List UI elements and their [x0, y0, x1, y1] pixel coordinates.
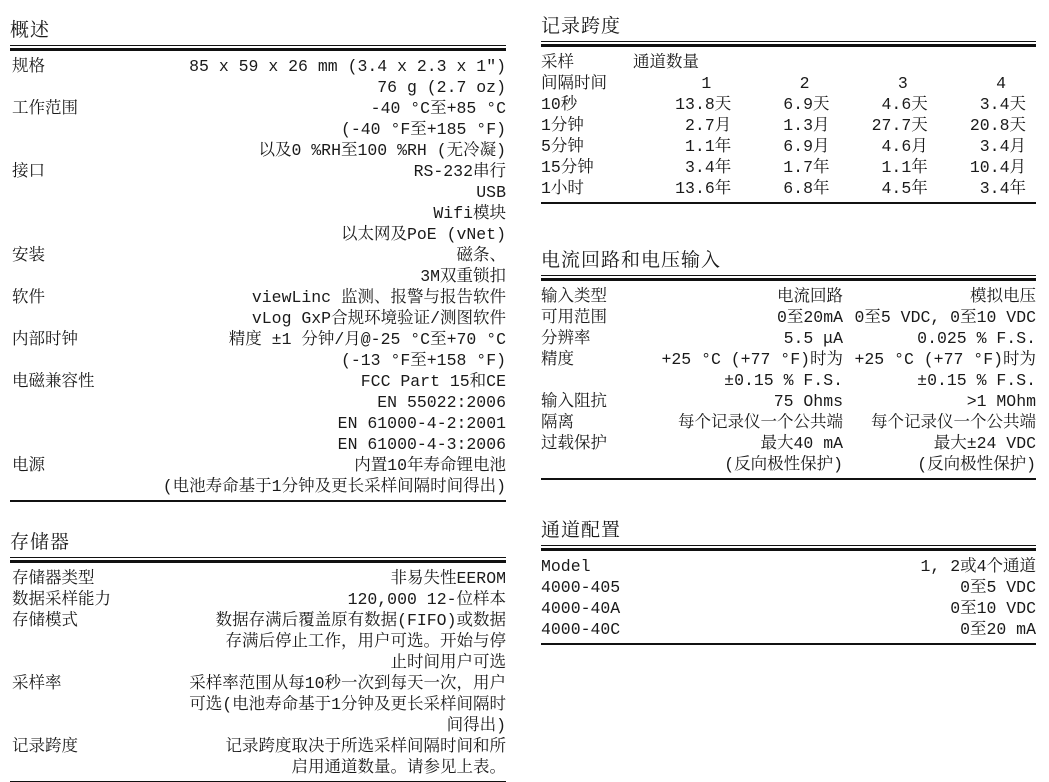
spec-row [10, 161, 506, 245]
current-loop-cell [646, 391, 843, 412]
record-span-row [541, 136, 1026, 157]
spec-value-line: 启用通道数量。请参见上表。 [291, 758, 506, 777]
spec-label: 内部时钟 [12, 330, 78, 349]
spec-row [10, 568, 506, 589]
channel-row [541, 556, 1036, 577]
analog-voltage-line: 模拟电压 [970, 287, 1036, 306]
section-overview [10, 20, 506, 502]
input-row [541, 349, 1036, 391]
sampling-label: 采样 [541, 53, 574, 72]
spec-row [10, 455, 506, 497]
spec-value-line: 以太网及PoE (vNet) [340, 225, 506, 244]
channel-row [541, 577, 1036, 598]
channel-range: 0至10 VDC [950, 599, 1036, 618]
current-loop-line: +25 °C (+77 °F)时为 [661, 350, 843, 369]
section-channels [541, 520, 1036, 645]
span-value-cell: 3.4年 [979, 179, 1026, 198]
spec-row [10, 736, 506, 778]
span-value-cell: 6.9月 [783, 137, 830, 156]
span-value-cell: 3.4月 [979, 137, 1026, 156]
spec-label: 采样率 [12, 674, 62, 693]
channel-range: 0至20 mA [960, 620, 1036, 639]
analog-voltage-cell [843, 328, 1036, 349]
spec-value [10, 673, 506, 736]
channels-end-rule [541, 643, 1036, 645]
input-row [541, 391, 1036, 412]
spec-value-line: 内置10年寿命锂电池 [354, 456, 506, 475]
channel-row [541, 598, 1036, 619]
current-loop-line: 最大40 mA [760, 434, 843, 453]
spec-value-line: 以及0 %RH至100 %RH (无冷凝) [258, 141, 506, 160]
spec-row [10, 245, 506, 287]
spec-value-line: 存满后停止工作，用户可选。开始与停 [225, 632, 506, 651]
spec-value-line: EN 55022:2006 [377, 393, 506, 412]
current-loop-cell [646, 349, 843, 391]
spec-row [10, 56, 506, 98]
spec-value [10, 161, 506, 245]
spec-value-line: -40 °C至+85 °C [370, 99, 506, 118]
analog-voltage-line: +25 °C (+77 °F)时为 [854, 350, 1036, 369]
span-value-cell: 1.1年 [685, 137, 732, 156]
memory-rows [10, 563, 506, 778]
input-label: 输入类型 [541, 287, 607, 306]
spec-label: 接口 [12, 162, 45, 181]
channel-col-header: 4 [996, 74, 1006, 93]
overview-title: 概述 [10, 20, 506, 46]
current-loop-line: ±0.15 % F.S. [724, 371, 843, 390]
inputs-rows [541, 281, 1036, 475]
spec-value [10, 245, 506, 287]
spec-row [10, 287, 506, 329]
inputs-title: 电流回路和电压输入 [541, 250, 1036, 276]
spec-row [10, 610, 506, 673]
spec-value-line: 磁条、 [456, 246, 506, 265]
input-row [541, 286, 1036, 307]
spec-value-line: 3M双重锁扣 [420, 267, 506, 286]
record-span-rows [541, 94, 1026, 199]
analog-voltage-line: 0至5 VDC, 0至10 VDC [854, 308, 1036, 327]
span-value-cell: 3.4天 [979, 95, 1026, 114]
span-value-cell: 1.3月 [783, 116, 830, 135]
spec-value-line: viewLinc 监测、报警与报告软件 [251, 288, 506, 307]
spec-value-line: 76 g (2.7 oz) [377, 78, 506, 97]
spec-label: 电源 [12, 456, 45, 475]
channel-rows [541, 551, 1036, 640]
input-label: 精度 [541, 350, 574, 369]
span-value-cell: 6.8年 [783, 179, 830, 198]
spec-label: 工作范围 [12, 99, 78, 118]
current-loop-cell [646, 412, 843, 433]
input-row [541, 328, 1036, 349]
analog-voltage-cell [843, 433, 1036, 475]
spec-value-line: 精度 ±1 分钟/月@-25 °C至+70 °C [228, 330, 506, 349]
spec-value [10, 610, 506, 673]
spec-row [10, 98, 506, 161]
channel-range: 1, 2或4个通道 [920, 557, 1036, 576]
spec-row [10, 589, 506, 610]
record-span-header-row-2 [541, 73, 1026, 94]
channel-col-header: 1 [701, 74, 712, 93]
spec-value-line: 非易失性EEROM [390, 569, 506, 588]
channel-row [541, 619, 1036, 640]
interval-cell: 1小时 [541, 179, 584, 198]
record-span-table [541, 47, 1036, 199]
interval-cell: 1分钟 [541, 116, 584, 135]
span-value-cell: 20.8天 [969, 116, 1026, 135]
channel-col-header: 2 [799, 74, 810, 93]
interval-cell: 5分钟 [541, 137, 584, 156]
current-loop-cell [646, 433, 843, 475]
section-record-span [541, 16, 1036, 204]
spec-label: 数据采样能力 [12, 590, 111, 609]
record-span-row [541, 115, 1026, 136]
current-loop-cell [646, 328, 843, 349]
spec-value-line: (-13 °F至+158 °F) [340, 351, 506, 370]
current-loop-cell [646, 307, 843, 328]
section-inputs [541, 250, 1036, 480]
input-label: 隔离 [541, 413, 574, 432]
span-value-cell: 1.7年 [783, 158, 830, 177]
spec-label: 软件 [12, 288, 45, 307]
spec-value-line: 85 x 59 x 26 mm (3.4 x 2.3 x 1″) [189, 57, 506, 76]
spec-label: 规格 [12, 57, 45, 76]
spec-value [10, 287, 506, 329]
spec-row [10, 673, 506, 736]
spec-row [10, 371, 506, 455]
input-row [541, 412, 1036, 433]
channel-model: 4000-40C [541, 620, 621, 639]
span-value-cell: 13.6年 [675, 179, 732, 198]
analog-voltage-cell [843, 412, 1036, 433]
analog-voltage-line: >1 MOhm [966, 392, 1036, 411]
channels-title: 通道配置 [541, 520, 1036, 546]
record-span-row [541, 178, 1026, 199]
spec-label: 记录跨度 [12, 737, 78, 756]
current-loop-line: 75 Ohms [773, 392, 843, 411]
right-column [541, 16, 1036, 645]
record-span-row [541, 94, 1026, 115]
channel-model: 4000-40A [541, 599, 621, 618]
spec-value-line: 间得出) [446, 716, 506, 735]
spec-value-line: 记录跨度取决于所选采样间隔时间和所 [225, 737, 506, 756]
input-label: 输入阻抗 [541, 392, 607, 411]
spec-value-line: 120,000 12-位样本 [347, 590, 506, 609]
spec-value-line: (-40 °F至+185 °F) [340, 120, 506, 139]
spec-value-line: 可选(电池寿命基于1分钟及更长采样间隔时 [189, 695, 506, 714]
spec-value-line: 采样率范围从每10秒一次到每天一次，用户 [189, 674, 506, 693]
inputs-end-rule [541, 478, 1036, 480]
span-value-cell: 1.1年 [881, 158, 928, 177]
current-loop-line: 每个记录仪一个公共端 [678, 413, 843, 432]
spec-value-line: 数据存满后覆盖原有数据(FIFO)或数据 [215, 611, 506, 630]
span-value-cell: 27.7天 [871, 116, 928, 135]
spec-label: 存储器类型 [12, 569, 95, 588]
analog-voltage-cell [843, 307, 1036, 328]
spec-value-line: USB [476, 183, 506, 202]
spec-value-line: RS-232串行 [413, 162, 506, 181]
spec-value-line: EN 61000-4-2:2001 [337, 414, 506, 433]
channel-count-label: 通道数量 [633, 53, 699, 72]
record-span-title: 记录跨度 [541, 16, 1036, 42]
current-loop-line: 5.5 μA [783, 329, 843, 348]
span-value-cell: 4.6天 [881, 95, 928, 114]
span-value-cell: 4.5年 [881, 179, 928, 198]
current-loop-line: (反向极性保护) [724, 455, 843, 474]
input-row [541, 433, 1036, 475]
memory-title: 存储器 [10, 532, 506, 558]
interval-cell: 15分钟 [541, 158, 594, 177]
analog-voltage-line: 0.025 % F.S. [917, 329, 1036, 348]
analog-voltage-cell [843, 349, 1036, 391]
current-loop-line: 0至20mA [776, 308, 843, 327]
channel-model: 4000-405 [541, 578, 621, 597]
overview-rows [10, 51, 506, 497]
channel-model: Model [541, 557, 591, 576]
spec-value-line: Wifi模块 [433, 204, 506, 223]
record-span-end-rule [541, 202, 1036, 204]
spec-value [10, 455, 506, 497]
overview-end-rule [10, 500, 506, 502]
input-label: 可用范围 [541, 308, 607, 327]
span-value-cell: 6.9天 [783, 95, 830, 114]
spec-value-line: EN 61000-4-3:2006 [337, 435, 506, 454]
span-value-cell: 2.7月 [685, 116, 732, 135]
channel-col-header: 3 [897, 74, 908, 93]
analog-voltage-line: 最大±24 VDC [933, 434, 1036, 453]
analog-voltage-cell [843, 391, 1036, 412]
spec-value [10, 329, 506, 371]
spec-value-line: vLog GxP合规环境验证/测图软件 [251, 309, 506, 328]
span-value-cell: 4.6月 [881, 137, 928, 156]
interval-cell: 10秒 [541, 95, 578, 114]
spec-label: 电磁兼容性 [12, 372, 95, 391]
record-span-header-row-1 [541, 52, 1026, 73]
spec-row [10, 329, 506, 371]
analog-voltage-line: ±0.15 % F.S. [917, 371, 1036, 390]
input-row [541, 307, 1036, 328]
analog-voltage-cell [843, 286, 1036, 307]
section-memory [10, 532, 506, 782]
spec-value [10, 98, 506, 161]
current-loop-cell [646, 286, 843, 307]
span-value-cell: 3.4年 [685, 158, 732, 177]
spec-value [10, 736, 506, 778]
spec-value-line: (电池寿命基于1分钟及更长采样间隔时间得出) [162, 477, 506, 496]
spec-value [10, 56, 506, 98]
current-loop-line: 电流回路 [777, 287, 843, 306]
interval-label: 间隔时间 [541, 74, 607, 93]
input-label: 分辨率 [541, 329, 591, 348]
left-column [10, 20, 506, 782]
spec-label: 安装 [12, 246, 45, 265]
spec-value-line: 止时间用户可选 [390, 653, 506, 672]
channel-range: 0至5 VDC [960, 578, 1036, 597]
input-label: 过载保护 [541, 434, 607, 453]
span-value-cell: 13.8天 [675, 95, 732, 114]
span-value-cell: 10.4月 [969, 158, 1026, 177]
spec-label: 存储模式 [12, 611, 78, 630]
spec-value-line: FCC Part 15和CE [360, 372, 506, 391]
analog-voltage-line: (反向极性保护) [917, 455, 1036, 474]
analog-voltage-line: 每个记录仪一个公共端 [871, 413, 1036, 432]
record-span-row [541, 157, 1026, 178]
